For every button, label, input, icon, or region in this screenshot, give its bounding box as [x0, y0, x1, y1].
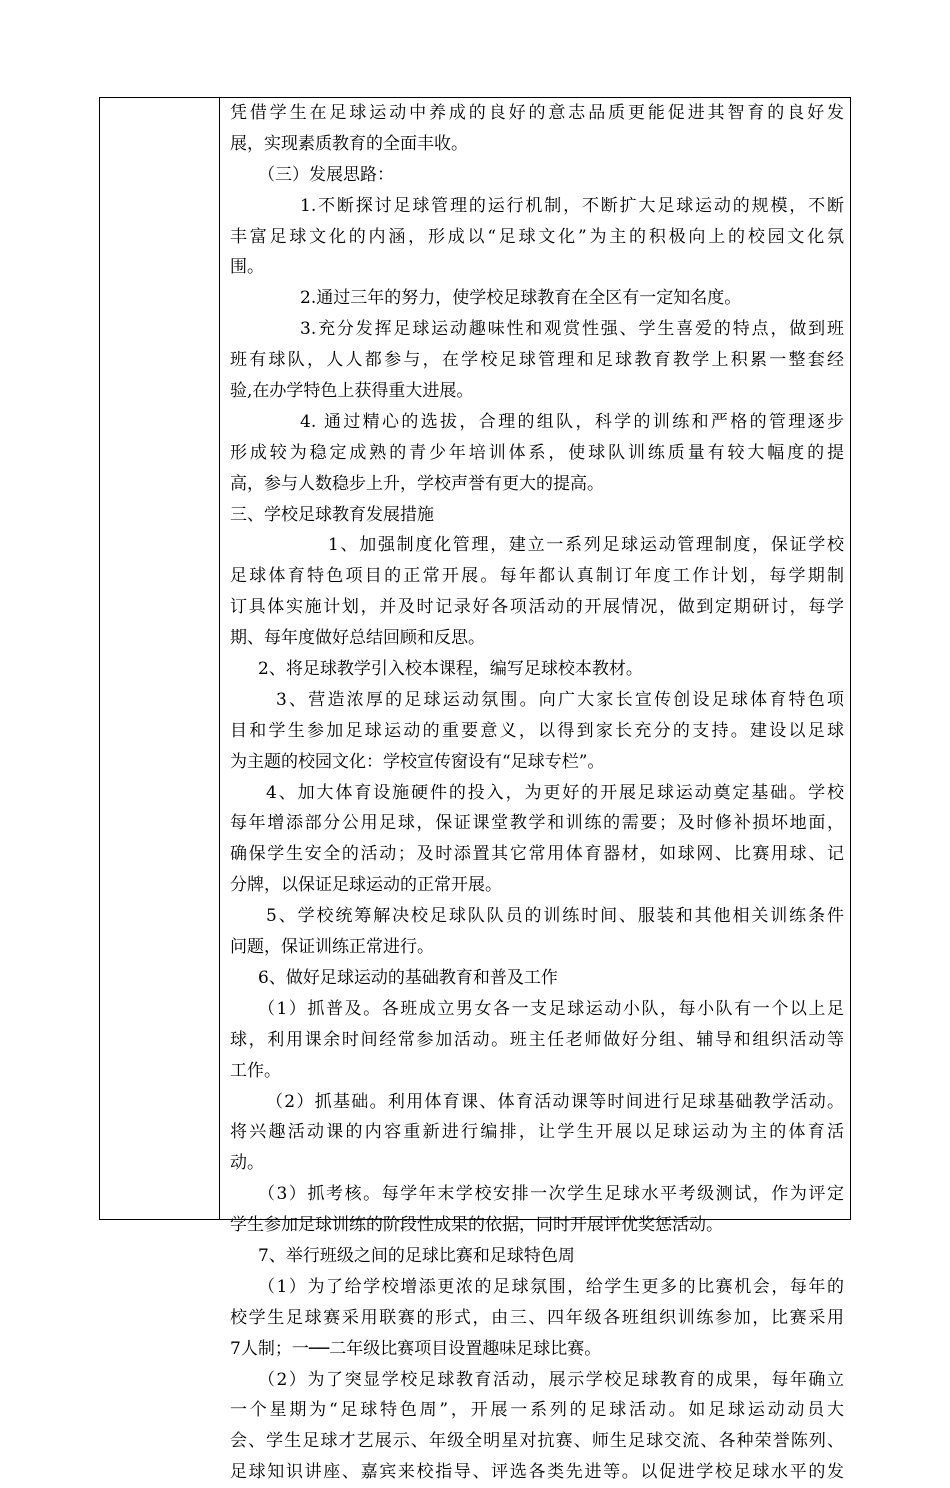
paragraph-line: 球，利用课余时间经常参加活动。班主任老师做好分组、辅导和组织活动等: [230, 1029, 844, 1050]
paragraph-line: 一个星期为“足球特色周”，开展一系列的足球活动。如足球运动动员大: [230, 1400, 844, 1421]
paragraph-line: 围。: [230, 257, 264, 278]
table-left-cell: [100, 98, 220, 1219]
paragraph-line: 动。: [230, 1153, 264, 1174]
paragraph-line: 4. 通过精心的选拔，合理的组队，科学的训练和严格的管理逐步: [300, 411, 844, 432]
paragraph-line: 问题，保证训练正常进行。: [230, 937, 434, 958]
paragraph-line: 三、学校足球教育发展措施: [230, 504, 434, 525]
paragraph-line: 凭借学生在足球运动中养成的良好的意志品质更能促进其智育的良好发: [230, 103, 844, 123]
paragraph-line: 目和学生参加足球运动的重要意义，以得到家长充分的支持。建设以足球: [230, 720, 844, 741]
paragraph-line: 5、学校统筹解决校足球队队员的训练时间、服装和其他相关训练条件: [266, 906, 844, 927]
paragraph-line: （2）为了突显学校足球教育活动，展示学校足球教育的成果，每年确立: [258, 1369, 844, 1390]
paragraph-line: 1.不断探讨足球管理的运行机制，不断扩大足球运动的规模，不断: [300, 195, 844, 216]
paragraph-line: 高，参与人数稳步上升，学校声誉有更大的提高。: [230, 473, 604, 494]
paragraph-line: 形成较为稳定成熟的青少年培训体系，使球队训练质量有较大幅度的提: [230, 442, 844, 463]
paragraph-line: （3）抓考核。每学年末学校安排一次学生足球水平考级测试，作为评定: [258, 1184, 844, 1205]
paragraph-line: 2、将足球教学引入校本课程，编写足球校本教材。: [258, 659, 643, 680]
paragraph-line: 3.充分发挥足球运动趣味性和观赏性强、学生喜爱的特点，做到班: [300, 319, 844, 340]
paragraph-line: 期、每年度做好总结回顾和反思。: [230, 628, 485, 649]
paragraph-line: 7、举行班级之间的足球比赛和足球特色周: [258, 1245, 575, 1266]
paragraph-line: 7人制；一──二年级比赛项目设置趣味足球比赛。: [230, 1338, 602, 1359]
document-table: [99, 97, 851, 1483]
paragraph-line: 验,在办学特色上获得重大进展。: [230, 381, 474, 402]
paragraph-line: 4、加大体育设施硬件的投入，为更好的开展足球运动奠定基础。学校: [266, 782, 844, 803]
paragraph-line: 工作。: [230, 1060, 281, 1081]
paragraph-line: 校学生足球赛采用联赛的形式，由三、四年级各班组织训练参加，比赛采用: [230, 1307, 844, 1328]
paragraph-line: 将兴趣活动课的内容重新进行编排，让学生开展以足球运动为主的体育活: [230, 1122, 844, 1143]
paragraph-line: （1）抓普及。各班成立男女各一支足球运动小队，每小队有一个以上足: [258, 998, 844, 1019]
table-content-cell: [230, 98, 844, 1483]
paragraph-line: 班有球队，人人都参与，在学校足球管理和足球教育教学上积累一整套经: [230, 350, 844, 371]
paragraph-line: 会、学生足球才艺展示、年级全明星对抗赛、师生足球交流、各种荣誉陈列、: [230, 1431, 844, 1452]
paragraph-line: 学生参加足球训练的阶段性成果的依据，同时开展评优奖惩活动。: [230, 1215, 723, 1236]
paragraph-line: 确保学生安全的活动；及时添置其它常用体育器材，如球网、比赛用球、记: [230, 844, 844, 865]
paragraph-line: 丰富足球文化的内涵，形成以“足球文化”为主的积极向上的校园文化氛: [230, 226, 844, 247]
paragraph-line: 展，实现素质教育的全面丰收。: [230, 133, 468, 154]
paragraph-line: 1、加强制度化管理，建立一系列足球运动管理制度，保证学校: [328, 535, 844, 556]
paragraph-line: （1）为了给学校增添更浓的足球氛围，给学生更多的比赛机会，每年的: [258, 1276, 844, 1297]
paragraph-line: 6、做好足球运动的基础教育和普及工作: [258, 967, 558, 988]
paragraph-line: 为主题的校园文化：学校宣传窗设有“足球专栏”。: [230, 751, 605, 772]
paragraph-line: 3、营造浓厚的足球运动氛围。向广大家长宣传创设足球体育特色项: [276, 689, 844, 710]
paragraph-line: 足球知识讲座、嘉宾来校指导、评选各类先进等。以促进学校足球水平的发: [230, 1462, 844, 1483]
paragraph-line: （2）抓基础。利用体育课、体育活动课等时间进行足球基础教学活动。: [266, 1091, 844, 1112]
paragraph-line: 足球体育特色项目的正常开展。每年都认真制订年度工作计划，每学期制: [230, 566, 844, 587]
paragraph-line: 2.通过三年的努力，使学校足球教育在全区有一定知名度。: [300, 288, 742, 309]
paragraph-line: 分牌，以保证足球运动的正常开展。: [230, 875, 502, 896]
paragraph-line: （三）发展思路：: [258, 164, 394, 185]
paragraph-line: 每年增添部分公用足球，保证课堂教学和训练的需要；及时修补损坏地面，: [230, 813, 844, 834]
paragraph-line: 订具体实施计划，并及时记录好各项活动的开展情况，做到定期研讨，每学: [230, 597, 844, 618]
